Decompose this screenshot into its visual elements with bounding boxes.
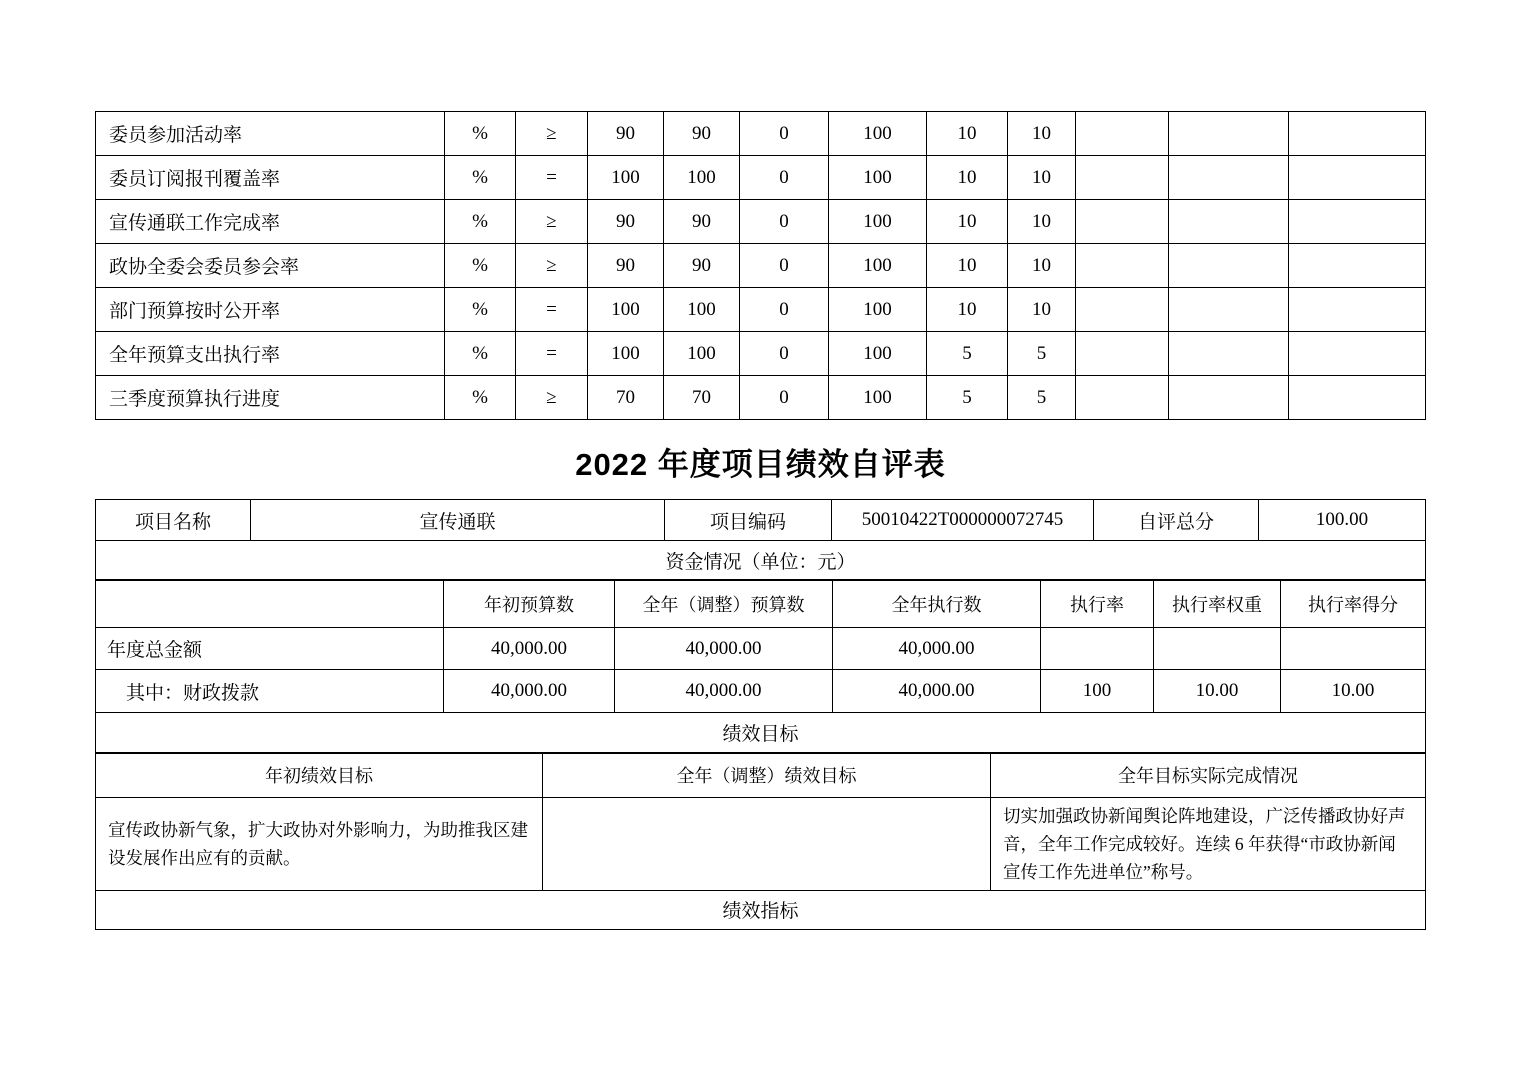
unit-cell: %: [445, 376, 516, 420]
goal-adjusted-cell: [543, 798, 991, 891]
completed-value-cell: 70: [664, 376, 740, 420]
project-name-value: 宣传通联: [251, 500, 665, 541]
empty-cell: [1289, 244, 1426, 288]
indicator-section-table: [95, 890, 1426, 930]
weight-cell: 10: [927, 200, 1008, 244]
rate-cell: 100: [829, 112, 927, 156]
empty-cell: [1076, 376, 1169, 420]
weight-cell: 10: [927, 112, 1008, 156]
comparison-op-cell: ≥: [516, 376, 588, 420]
indicator-name-cell: 三季度预算执行进度: [96, 376, 445, 420]
empty-cell: [1289, 156, 1426, 200]
target-value-cell: 90: [588, 112, 664, 156]
completed-value-cell: 100: [664, 288, 740, 332]
rate-cell: 100: [829, 288, 927, 332]
fund-section-table: [95, 540, 1426, 581]
unit-cell: %: [445, 332, 516, 376]
indicator-name-cell: 全年预算支出执行率: [96, 332, 445, 376]
goal-section-table: [95, 712, 1426, 754]
empty-cell: [1076, 244, 1169, 288]
table-row: [96, 580, 1426, 628]
indicator-score-table: [95, 111, 1426, 420]
fund-col-header-exec-rate-score: 执行率得分: [1281, 580, 1426, 628]
completed-value-cell: 90: [664, 112, 740, 156]
table-row: [96, 156, 1426, 200]
page-title: 2022 年度项目绩效自评表: [575, 447, 946, 482]
exec-rate-score-cell: 10.00: [1281, 670, 1426, 713]
adjusted-budget-cell: 40,000.00: [615, 670, 833, 713]
comparison-op-cell: =: [516, 288, 588, 332]
exec-rate-weight-cell: 10.00: [1154, 670, 1281, 713]
score-cell: 10: [1008, 244, 1076, 288]
table-row: [96, 288, 1426, 332]
fund-col-header-adjusted-budget: 全年（调整）预算数: [615, 580, 833, 628]
comparison-op-cell: ≥: [516, 112, 588, 156]
unit-cell: %: [445, 288, 516, 332]
score-cell: 10: [1008, 200, 1076, 244]
unit-cell: %: [445, 244, 516, 288]
completed-value-cell: 100: [664, 156, 740, 200]
self-score-value: 100.00: [1259, 500, 1426, 541]
empty-cell: [1169, 288, 1289, 332]
score-cell: 10: [1008, 156, 1076, 200]
empty-cell: [1169, 332, 1289, 376]
fund-col-header-executed: 全年执行数: [833, 580, 1041, 628]
exec-rate-cell: 100: [1041, 670, 1154, 713]
empty-cell: [1289, 112, 1426, 156]
rate-cell: 100: [829, 332, 927, 376]
deviation-cell: 0: [740, 112, 829, 156]
deviation-cell: 0: [740, 244, 829, 288]
empty-cell: [1076, 332, 1169, 376]
table-row: [96, 890, 1426, 929]
table-row: [96, 628, 1426, 670]
goal-actual-cell: 切实加强政协新闻舆论阵地建设，广泛传播政协好声音，全年工作完成较好。连续 6 年获得“市政协新闻宣传工作先进单位”称号。: [991, 798, 1426, 891]
goal-section-header: 绩效目标: [96, 712, 1426, 753]
fund-table: [95, 579, 1426, 713]
score-cell: 5: [1008, 332, 1076, 376]
table-row: [96, 244, 1426, 288]
rate-cell: 100: [829, 200, 927, 244]
initial-budget-cell: 40,000.00: [444, 628, 615, 670]
weight-cell: 10: [927, 244, 1008, 288]
empty-cell: [1169, 244, 1289, 288]
unit-cell: %: [445, 156, 516, 200]
goal-header-actual: 全年目标实际完成情况: [991, 753, 1426, 798]
fund-col-header-exec-rate-weight: 执行率权重: [1154, 580, 1281, 628]
project-code-label: 项目编码: [665, 500, 832, 541]
empty-cell: [1289, 332, 1426, 376]
target-value-cell: 100: [588, 288, 664, 332]
goal-table: [95, 752, 1426, 891]
initial-budget-cell: 40,000.00: [444, 670, 615, 713]
self-score-label: 自评总分: [1094, 500, 1259, 541]
score-cell: 10: [1008, 112, 1076, 156]
comparison-op-cell: =: [516, 156, 588, 200]
table-row: [96, 753, 1426, 798]
comparison-op-cell: ≥: [516, 200, 588, 244]
table-row: [96, 200, 1426, 244]
project-info-table: [95, 499, 1426, 541]
exec-rate-cell: [1041, 628, 1154, 670]
exec-rate-score-cell: [1281, 628, 1426, 670]
table-row: [96, 712, 1426, 753]
indicator-section-header: 绩效指标: [96, 890, 1426, 929]
indicator-name-cell: 委员参加活动率: [96, 112, 445, 156]
completed-value-cell: 90: [664, 244, 740, 288]
executed-cell: 40,000.00: [833, 670, 1041, 713]
comparison-op-cell: ≥: [516, 244, 588, 288]
empty-cell: [1169, 200, 1289, 244]
empty-cell: [1076, 112, 1169, 156]
indicator-name-cell: 部门预算按时公开率: [96, 288, 445, 332]
fund-col-header-exec-rate: 执行率: [1041, 580, 1154, 628]
target-value-cell: 90: [588, 244, 664, 288]
target-value-cell: 100: [588, 156, 664, 200]
table-row: [96, 332, 1426, 376]
goal-header-initial: 年初绩效目标: [96, 753, 543, 798]
empty-cell: [1289, 376, 1426, 420]
table-row: [96, 798, 1426, 891]
target-value-cell: 70: [588, 376, 664, 420]
exec-rate-weight-cell: [1154, 628, 1281, 670]
weight-cell: 5: [927, 332, 1008, 376]
empty-cell: [1169, 112, 1289, 156]
empty-cell: [1076, 200, 1169, 244]
rate-cell: 100: [829, 244, 927, 288]
indicator-name-cell: 宣传通联工作完成率: [96, 200, 445, 244]
indicator-name-cell: 政协全委会委员参会率: [96, 244, 445, 288]
weight-cell: 10: [927, 156, 1008, 200]
rate-cell: 100: [829, 156, 927, 200]
weight-cell: 10: [927, 288, 1008, 332]
comparison-op-cell: =: [516, 332, 588, 376]
table-row: [96, 112, 1426, 156]
table-row: [96, 540, 1426, 580]
empty-cell: [1076, 156, 1169, 200]
score-cell: 10: [1008, 288, 1076, 332]
adjusted-budget-cell: 40,000.00: [615, 628, 833, 670]
executed-cell: 40,000.00: [833, 628, 1041, 670]
indicator-name-cell: 委员订阅报刊覆盖率: [96, 156, 445, 200]
table-row: [96, 376, 1426, 420]
target-value-cell: 100: [588, 332, 664, 376]
fund-section-header: 资金情况（单位：元）: [96, 540, 1426, 580]
deviation-cell: 0: [740, 200, 829, 244]
weight-cell: 5: [927, 376, 1008, 420]
score-cell: 5: [1008, 376, 1076, 420]
empty-cell: [1169, 376, 1289, 420]
deviation-cell: 0: [740, 288, 829, 332]
deviation-cell: 0: [740, 376, 829, 420]
fund-col-header-blank: [96, 580, 444, 628]
unit-cell: %: [445, 112, 516, 156]
empty-cell: [1169, 156, 1289, 200]
goal-header-adjusted: 全年（调整）绩效目标: [543, 753, 991, 798]
document-content: [95, 111, 1426, 930]
empty-cell: [1289, 288, 1426, 332]
completed-value-cell: 90: [664, 200, 740, 244]
empty-cell: [1076, 288, 1169, 332]
table-row: [96, 500, 1426, 541]
unit-cell: %: [445, 200, 516, 244]
rate-cell: 100: [829, 376, 927, 420]
deviation-cell: 0: [740, 332, 829, 376]
goal-initial-cell: 宣传政协新气象，扩大政协对外影响力，为助推我区建设发展作出应有的贡献。: [96, 798, 543, 891]
fund-row-label: 其中：财政拨款: [96, 670, 444, 713]
fund-col-header-initial-budget: 年初预算数: [444, 580, 615, 628]
fund-row-label: 年度总金额: [96, 628, 444, 670]
project-name-label: 项目名称: [96, 500, 251, 541]
deviation-cell: 0: [740, 156, 829, 200]
table-row: [96, 670, 1426, 713]
completed-value-cell: 100: [664, 332, 740, 376]
empty-cell: [1289, 200, 1426, 244]
project-code-value: 50010422T000000072745: [832, 500, 1094, 541]
target-value-cell: 90: [588, 200, 664, 244]
